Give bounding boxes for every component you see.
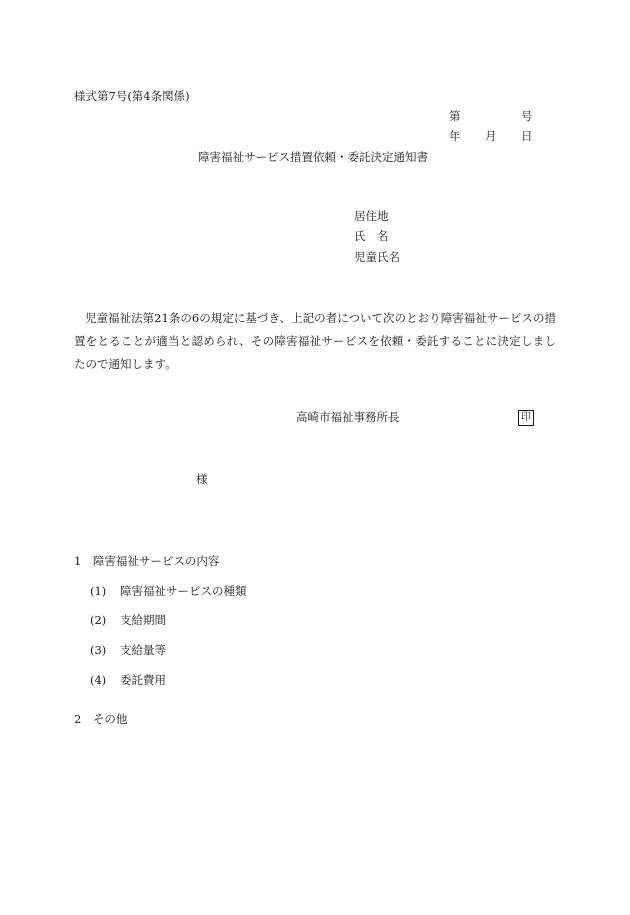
form-label: 様式第7号(第4条関係): [74, 89, 190, 103]
number-prefix: 第: [449, 109, 461, 123]
item-number: (4): [90, 673, 107, 687]
number-suffix: 号: [521, 109, 533, 123]
item-label: 障害福祉サービスの種類: [120, 584, 247, 598]
item-number: (3): [90, 643, 107, 657]
item-label: 委託費用: [120, 673, 166, 687]
date-year: 年: [449, 129, 461, 143]
name-label: 氏 名: [354, 229, 389, 243]
child-name-label: 児童氏名: [354, 250, 400, 264]
addressee-suffix: 様: [196, 472, 208, 486]
address-label: 居住地: [354, 209, 389, 223]
date-month: 月: [485, 129, 497, 143]
document-title: 障害福祉サービス措置依頼・委託決定通知書: [198, 150, 428, 164]
seal-stamp: 印: [518, 410, 534, 426]
item-number: (1): [90, 584, 107, 598]
section2-heading: 2 その他: [74, 712, 128, 726]
item-label: 支給量等: [120, 643, 166, 657]
section1-heading: 1 障害福祉サービスの内容: [74, 554, 220, 568]
date-day: 日: [521, 129, 533, 143]
body-paragraph: 児童福祉法第21条の6の規定に基づき、上記の者について次のとおり障害福祉サービスの措置をとることが適当と認められ、その障害福祉サービスを依頼・委託することに決定しましたので通知します。: [74, 311, 556, 371]
item-number: (2): [90, 613, 107, 627]
item-label: 支給期間: [120, 613, 166, 627]
issuer: 高崎市福祉事務所長: [296, 410, 400, 424]
